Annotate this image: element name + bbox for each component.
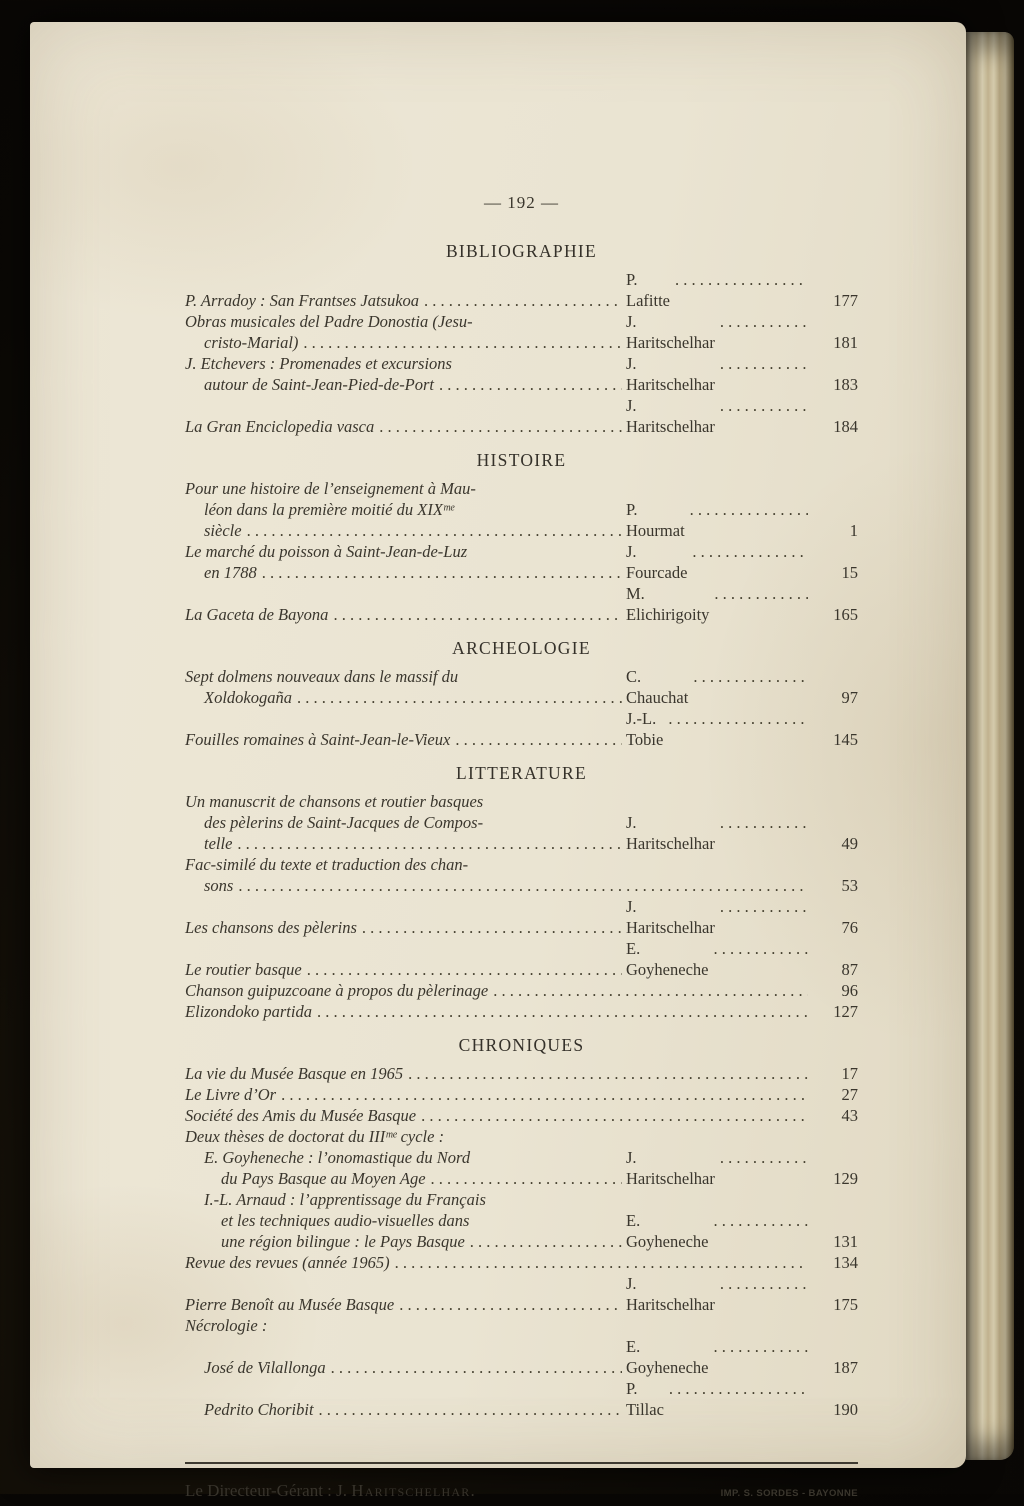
entry-title-text: une région bilingue : le Pays Basque	[221, 1232, 465, 1251]
entry-author-name: J. Fourcade	[626, 542, 688, 582]
entry-title-line	[185, 1189, 626, 1210]
entry-author-name: E. Goyheneche	[626, 1337, 709, 1377]
entry-author-name: P. Hourmat	[626, 500, 685, 540]
entry-author	[626, 311, 812, 353]
entry-title-line	[185, 332, 626, 353]
entry-title-line	[185, 1231, 626, 1252]
entry-author-name: P. Tillac	[626, 1379, 664, 1419]
section-heading: CHRONIQUES	[458, 1035, 585, 1055]
entry-author	[626, 541, 812, 583]
dot-leader	[399, 1294, 622, 1315]
entry-author	[626, 395, 812, 437]
entry-title	[185, 1189, 626, 1252]
dot-leader	[431, 1168, 622, 1189]
entry-author	[626, 1273, 812, 1315]
entry-title-text: cristo-Marial)	[204, 333, 299, 352]
entry-title-text: autour de Saint-Jean-Pied-de-Port	[204, 375, 435, 394]
entry-title-text: Revue des revues (année 1965)	[185, 1253, 390, 1272]
entry-title	[185, 1399, 626, 1420]
entry-page-number: 43	[841, 1106, 858, 1125]
dot-leader	[668, 708, 808, 729]
toc-section	[185, 763, 858, 1022]
entry-title-line	[185, 854, 812, 875]
entry-page-number: 187	[833, 1358, 858, 1377]
dot-leader	[692, 541, 808, 562]
entry-title-line	[185, 311, 626, 332]
entry-page-number: 76	[841, 918, 858, 937]
entry-title-text: Deux thèses de doctorat du IIIᵐᵉ cycle :	[185, 1127, 445, 1146]
dot-leader	[713, 1336, 808, 1357]
toc-entry	[185, 1273, 858, 1315]
toc-entry	[185, 311, 858, 353]
entry-title	[185, 541, 626, 583]
entry-page-number: 175	[833, 1295, 858, 1314]
entry-title-line	[185, 875, 812, 896]
entry-title-line	[185, 1399, 626, 1420]
dot-leader	[421, 1105, 808, 1126]
entry-title-line	[185, 1315, 812, 1336]
dot-leader	[720, 896, 808, 917]
entry-title-text: La Gran Enciclopedia vasca	[185, 417, 375, 436]
entry-title-line	[185, 1147, 626, 1168]
dot-leader	[470, 1231, 622, 1252]
entry-page-number: 27	[841, 1085, 858, 1104]
entry-title	[185, 290, 626, 311]
dot-leader	[720, 812, 808, 833]
toc-sections	[185, 241, 858, 1420]
dot-leader	[720, 353, 808, 374]
toc-section	[185, 1035, 858, 1420]
entry-title-line	[185, 833, 626, 854]
toc-entry	[185, 791, 858, 854]
dot-leader	[408, 1063, 808, 1084]
entry-title-text: Nécrologie :	[185, 1316, 268, 1335]
dot-leader	[247, 520, 622, 541]
entry-title-line	[185, 1084, 812, 1105]
entry-title-line	[185, 1210, 626, 1231]
entry-title	[185, 959, 626, 980]
entry-title	[185, 416, 626, 437]
dot-leader	[362, 917, 622, 938]
toc-entry	[185, 666, 858, 708]
dot-leader	[395, 1252, 808, 1273]
entry-title	[185, 1147, 626, 1189]
entry-title-text: léon dans la première moitié du XIXᵐᵉ	[204, 500, 455, 519]
entry-page-number: 183	[833, 375, 858, 394]
entry-title-text: Pedrito Choribit	[204, 1400, 314, 1419]
entry-author	[626, 269, 812, 311]
toc-entry	[185, 1063, 858, 1084]
dot-leader	[281, 1084, 808, 1105]
entry-title-line	[185, 1063, 812, 1084]
entry-page-number: 131	[833, 1232, 858, 1251]
toc-entry	[185, 1001, 858, 1022]
page-content	[185, 22, 858, 1506]
dot-leader	[379, 416, 622, 437]
entry-title	[185, 854, 812, 896]
entry-title-text: La Gaceta de Bayona	[185, 605, 329, 624]
entry-title	[185, 604, 626, 625]
dot-leader	[693, 666, 808, 687]
entry-title-text: E. Goyheneche : l’onomastique du Nord	[204, 1148, 471, 1167]
book-page	[30, 22, 966, 1500]
entry-title-line	[185, 290, 626, 311]
entry-title-line	[185, 416, 626, 437]
dot-leader	[690, 499, 808, 520]
dot-leader	[493, 980, 808, 1001]
entry-author-name: J. Haritschelhar	[626, 1148, 715, 1188]
entry-title-text: sons	[204, 876, 234, 895]
entry-author-name: E. Goyheneche	[626, 939, 709, 979]
toc-entry	[185, 854, 858, 896]
toc-entry	[185, 1147, 858, 1189]
entry-title	[185, 1105, 812, 1126]
entry-author	[626, 1210, 812, 1252]
dot-leader	[720, 1147, 808, 1168]
toc-entry	[185, 1336, 858, 1378]
entry-page-number: 53	[841, 876, 858, 895]
entry-title-line	[185, 1252, 812, 1273]
entry-page-number: 97	[841, 688, 858, 707]
entry-title-text: J. Etchevers : Promenades et excursions	[185, 354, 452, 373]
dot-leader	[455, 729, 622, 750]
toc-entry	[185, 583, 858, 625]
toc-entry	[185, 708, 858, 750]
entry-page-number: 1	[849, 521, 858, 540]
book-page-edges	[966, 32, 1014, 1460]
entry-title-line	[185, 562, 626, 583]
entry-title	[185, 1357, 626, 1378]
entry-author	[626, 583, 812, 625]
dot-leader	[675, 269, 808, 290]
entry-title-line	[185, 791, 626, 812]
toc-entry	[185, 353, 858, 395]
entry-author-name: C. Chauchat	[626, 667, 689, 707]
entry-title	[185, 791, 626, 854]
entry-title-text: Elizondoko partida	[185, 1002, 312, 1021]
toc-section	[185, 241, 858, 437]
entry-title-text: Chanson guipuzcoane à propos du pèlerinage	[185, 981, 489, 1000]
entry-title	[185, 1063, 812, 1084]
entry-title-text: Xoldokogaña	[204, 688, 292, 707]
section-heading: BIBLIOGRAPHIE	[445, 241, 598, 261]
toc-section	[185, 450, 858, 625]
section-heading: LITTERATURE	[456, 763, 587, 783]
entry-author-name: J. Haritschelhar	[626, 1274, 715, 1314]
dot-leader	[713, 938, 808, 959]
entry-author-name: E. Goyheneche	[626, 1211, 709, 1251]
entry-author	[626, 938, 812, 980]
entry-author-name: J. Haritschelhar	[626, 354, 715, 394]
printer-imprint: IMP. S. SORDES - BAYONNE	[720, 1488, 858, 1499]
dot-leader	[237, 833, 622, 854]
entry-title-line	[185, 1294, 626, 1315]
dot-leader	[720, 395, 808, 416]
entry-author-name: J. Haritschelhar	[626, 897, 715, 937]
entry-page-number: 184	[833, 417, 858, 436]
entry-title	[185, 1084, 812, 1105]
entry-title-text: Société des Amis du Musée Basque	[185, 1106, 417, 1125]
page-number-header: — 192 —	[484, 193, 559, 212]
entry-author-name: M. Elichirigoity	[626, 584, 710, 624]
toc-entry	[185, 478, 858, 541]
entry-author	[626, 1147, 812, 1189]
entry-title-line	[185, 1126, 812, 1147]
toc-entry	[185, 896, 858, 938]
entry-title-text: Le marché du poisson à Saint-Jean-de-Luz	[185, 542, 468, 561]
entry-author	[626, 896, 812, 938]
entry-author	[626, 708, 812, 750]
entry-title-text: Pierre Benoît au Musée Basque	[185, 1295, 395, 1314]
entry-title-text: Fouilles romaines à Saint-Jean-le-Vieux	[185, 730, 451, 749]
entry-title-text: telle	[204, 834, 233, 853]
entry-page-number: 15	[841, 563, 858, 582]
dot-leader	[331, 1357, 622, 1378]
toc-entry	[185, 1105, 858, 1126]
entry-title-line	[185, 666, 626, 687]
toc-entry	[185, 1084, 858, 1105]
entry-title	[185, 1126, 812, 1147]
toc-entry	[185, 1126, 858, 1147]
entry-title-text: Le Livre d’Or	[185, 1085, 277, 1104]
dot-leader	[720, 311, 808, 332]
entry-title	[185, 917, 626, 938]
entry-title	[185, 980, 812, 1001]
dot-leader	[303, 332, 622, 353]
toc-entry	[185, 1315, 858, 1336]
entry-title-line	[185, 1001, 812, 1022]
entry-title	[185, 1294, 626, 1315]
entry-title-text: siècle	[204, 521, 242, 540]
entry-title	[185, 666, 626, 708]
entry-title-text: Pour une histoire de l’enseignement à Mau-	[185, 479, 476, 498]
entry-title-text: du Pays Basque au Moyen Age	[221, 1169, 426, 1188]
dot-leader	[720, 1273, 808, 1294]
entry-title-text: Obras musicales del Padre Donostia (Jesu-	[185, 312, 473, 331]
entry-page-number: 165	[833, 605, 858, 624]
entry-title-text: Sept dolmens nouveaux dans le massif du	[185, 667, 459, 686]
dot-leader	[317, 1001, 808, 1022]
entry-author	[626, 353, 812, 395]
entry-title-line	[185, 917, 626, 938]
entry-title-text: José de Vilallonga	[204, 1358, 326, 1377]
dot-leader	[714, 583, 808, 604]
entry-title	[185, 478, 626, 541]
dot-leader	[333, 604, 622, 625]
entry-title-line	[185, 729, 626, 750]
entry-title-line	[185, 1357, 626, 1378]
entry-author-name: P. Lafitte	[626, 270, 670, 310]
entry-title-line	[185, 353, 626, 374]
entry-title	[185, 729, 626, 750]
entry-title-line	[185, 374, 626, 395]
entry-title	[185, 1001, 812, 1022]
section-heading: ARCHEOLOGIE	[452, 638, 591, 658]
toc-entry	[185, 269, 858, 311]
entry-page-number: 127	[833, 1002, 858, 1021]
entry-title	[185, 311, 626, 353]
dot-leader	[424, 290, 622, 311]
toc-entry	[185, 1252, 858, 1273]
entry-title-text: Fac-similé du texte et traduction des chan-	[185, 855, 469, 874]
entry-title-text: en 1788	[204, 563, 257, 582]
entry-title-text: Un manuscrit de chansons et routier basques	[185, 792, 484, 811]
entry-page-number: 145	[833, 730, 858, 749]
dot-leader	[238, 875, 808, 896]
toc-entry	[185, 1378, 858, 1420]
entry-page-number: 181	[833, 333, 858, 352]
entry-title	[185, 353, 626, 395]
entry-author-name: J. Haritschelhar	[626, 312, 715, 352]
entry-title-line	[185, 604, 626, 625]
entry-title-line	[185, 980, 812, 1001]
entry-title-text: Les chansons des pèlerins	[185, 918, 357, 937]
dot-leader	[713, 1210, 808, 1231]
entry-author-name: J. Haritschelhar	[626, 396, 715, 436]
entry-author	[626, 1336, 812, 1378]
page-footer	[185, 1480, 858, 1506]
entry-title-text: P. Arradoy : San Frantses Jatsukoa	[185, 291, 420, 310]
dot-leader	[307, 959, 622, 980]
director-name: Haritschelhar.	[351, 1481, 476, 1500]
section-heading: HISTOIRE	[476, 450, 567, 470]
entry-page-number: 49	[841, 834, 858, 853]
entry-title-text: La vie du Musée Basque en 1965	[185, 1064, 404, 1083]
entry-title-line	[185, 1168, 626, 1189]
director-line	[185, 1480, 476, 1501]
entry-title-line	[185, 1105, 812, 1126]
entry-title-line	[185, 499, 626, 520]
entry-page-number: 190	[833, 1400, 858, 1419]
toc-section	[185, 638, 858, 750]
entry-author	[626, 1378, 812, 1420]
entry-author-name: J.-L. Tobie	[626, 709, 664, 749]
entry-author	[626, 499, 812, 541]
entry-title-line	[185, 478, 626, 499]
entry-title	[185, 1315, 812, 1336]
dot-leader	[669, 1378, 808, 1399]
toc-entry	[185, 980, 858, 1001]
entry-title-text: et les techniques audio-visuelles dans	[221, 1211, 470, 1230]
toc-entry	[185, 541, 858, 583]
toc-entry	[185, 1189, 858, 1252]
entry-page-number: 17	[841, 1064, 858, 1083]
dot-leader	[439, 374, 622, 395]
dot-leader	[297, 687, 622, 708]
dot-leader	[319, 1399, 622, 1420]
entry-author	[626, 812, 812, 854]
entry-author-name: J. Haritschelhar	[626, 813, 715, 853]
entry-title-text: des pèlerins de Saint-Jacques de Compos-	[204, 813, 484, 832]
entry-title-line	[185, 959, 626, 980]
entry-author	[626, 666, 812, 708]
entry-title-line	[185, 812, 626, 833]
entry-page-number: 134	[833, 1253, 858, 1272]
entry-page-number: 177	[833, 291, 858, 310]
dot-leader	[262, 562, 622, 583]
entry-page-number: 87	[841, 960, 858, 979]
entry-title-text: I.-L. Arnaud : l’apprentissage du Français	[204, 1190, 486, 1209]
toc-entry	[185, 395, 858, 437]
entry-title	[185, 1252, 812, 1273]
entry-title-line	[185, 687, 626, 708]
director-label: Le Directeur-Gérant : J.	[185, 1481, 352, 1500]
footer-rule	[185, 1462, 858, 1464]
entry-page-number: 96	[841, 981, 858, 1000]
entry-title-line	[185, 520, 626, 541]
entry-page-number: 129	[833, 1169, 858, 1188]
toc-entry	[185, 938, 858, 980]
entry-title-line	[185, 541, 626, 562]
entry-title-text: Le routier basque	[185, 960, 302, 979]
